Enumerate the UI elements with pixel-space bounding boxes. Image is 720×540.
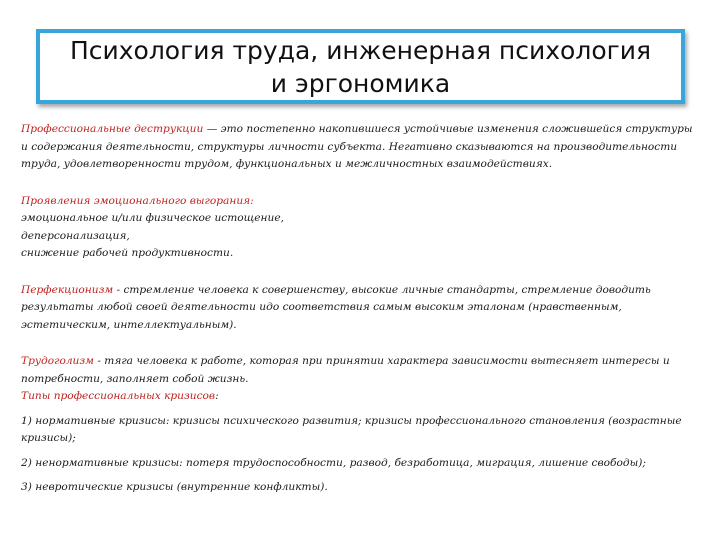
perfectionism-term: Перфекционизм	[21, 283, 114, 296]
crisis-item: 2) ненормативные кризисы: потеря трудоспособности, развод, безработица, миграция, лишение свободы);	[21, 456, 646, 469]
burnout-item: деперсонализация,	[21, 229, 130, 242]
perfectionism-paragraph	[21, 282, 701, 335]
title-box	[36, 29, 685, 104]
destructions-text: — это постепенно накопившиеся устойчивые изменения сложившейся структуры и содержания деятельности, структуры личности субъекта. Негативно сказываются на производительности труда, удовлетворенности трудом, функциональных и межличностных взаимодействиях.	[21, 123, 693, 170]
destructions-paragraph	[21, 121, 701, 174]
burnout-item: эмоциональное и/или физическое истощение,	[21, 212, 284, 224]
crisis-item: 3) невротические кризисы (внутренние конфликты).	[21, 481, 328, 493]
burnout-item: снижение рабочей продуктивности.	[21, 247, 234, 259]
title-line-1: Психология труда, инженерная психология	[69, 35, 652, 65]
destructions-term: Профессиональные деструкции	[21, 123, 204, 135]
slide-title	[70, 34, 651, 100]
workaholism-paragraph	[21, 353, 701, 388]
workaholism-text: - тяга человека к работе, которая при принятии характера зависимости вытесняет интересы и потребности, заполняет собой жизнь.	[21, 355, 670, 385]
title-line-2: и эргономика	[270, 68, 451, 98]
crises-heading-suffix: :	[215, 390, 219, 402]
workaholism-term: Трудоголизм	[21, 355, 94, 367]
burnout-heading: Проявления эмоционального выгорания:	[21, 194, 254, 207]
crises-heading-text: Типы профессиональных кризисов	[21, 390, 216, 402]
slide-body	[21, 121, 701, 497]
crises-heading	[21, 388, 701, 406]
crisis-item: 1) нормативные кризисы: кризисы психического развития; кризисы профессионального становления (возрастные кризисы);	[21, 414, 682, 444]
perfectionism-text: - стремление человека к совершенству, высокие личные стандарты, стремление доводить результаты любой своей деятельности идо соответствия самым высоким эталонам (нравственным, эстетическим, интеллектуальным).	[21, 283, 651, 331]
